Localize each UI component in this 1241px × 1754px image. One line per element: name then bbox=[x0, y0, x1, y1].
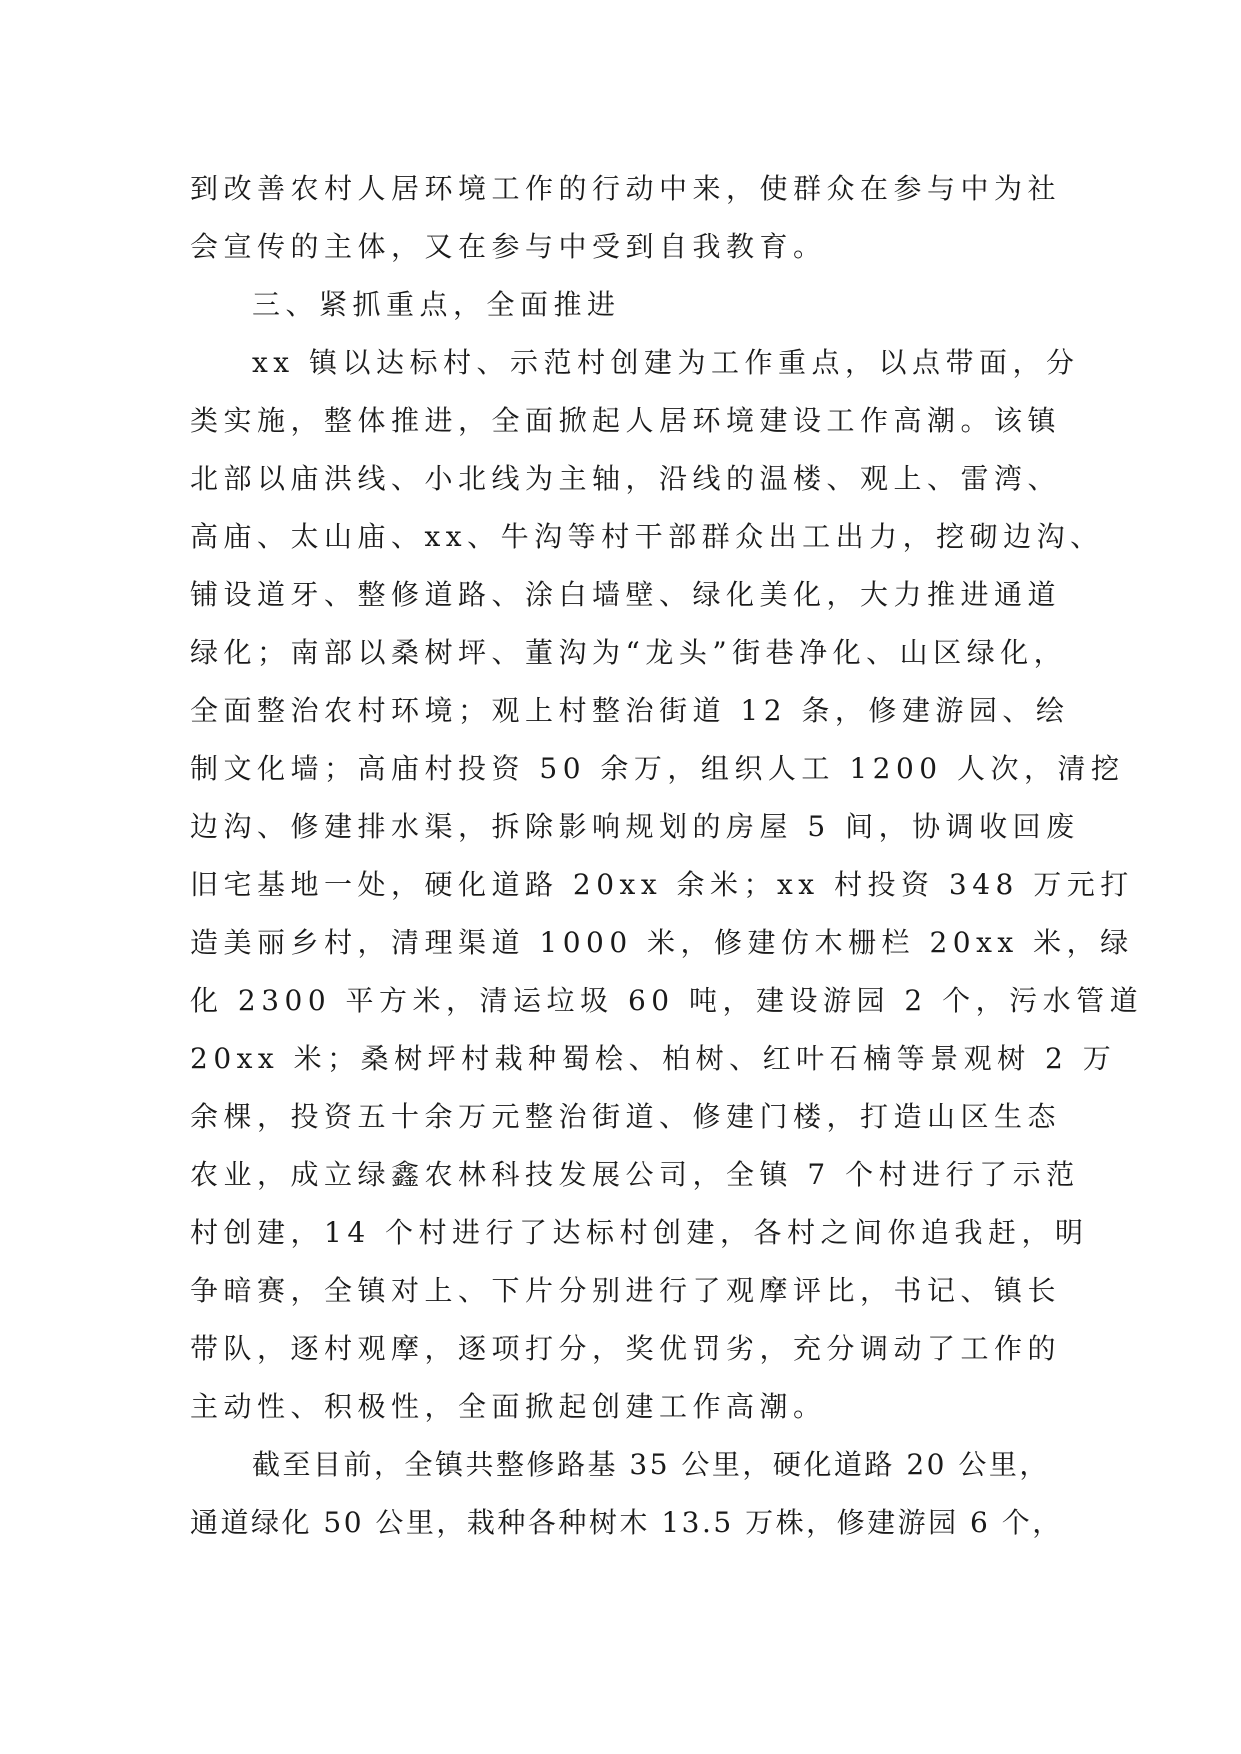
text-line: 主动性、积极性，全面掀起创建工作高潮。 bbox=[190, 1390, 827, 1423]
text-line: 带队，逐村观摩，逐项打分，奖优罚劣，充分调动了工作的 bbox=[190, 1332, 1062, 1365]
text-line: 会宣传的主体，又在参与中受到自我教育。 bbox=[190, 230, 827, 263]
text-line: 村创建，14 个村进行了达标村创建，各村之间你追我赶，明 bbox=[190, 1216, 1089, 1249]
text-line: xx 镇以达标村、示范村创建为工作重点，以点带面，分 bbox=[252, 346, 1080, 379]
text-line: 余棵，投资五十余万元整治街道、修建门楼，打造山区生态 bbox=[190, 1100, 1062, 1133]
text-line: 争暗赛，全镇对上、下片分别进行了观摩评比，书记、镇长 bbox=[190, 1274, 1062, 1307]
text-line: 化 2300 平方米，清运垃圾 60 吨，建设游园 2 个，污水管道 bbox=[190, 984, 1144, 1017]
text-line: 旧宅基地一处，硬化道路 20xx 余米；xx 村投资 348 万元打 bbox=[190, 868, 1134, 901]
document-body bbox=[190, 160, 1144, 1552]
text-line: 边沟、修建排水渠，拆除影响规划的房屋 5 间，协调收回废 bbox=[190, 810, 1080, 843]
text-line: 全面整治农村环境；观上村整治街道 12 条，修建游园、绘 bbox=[190, 694, 1070, 727]
text-line: 北部以庙洪线、小北线为主轴，沿线的温楼、观上、雷湾、 bbox=[190, 462, 1062, 495]
text-line: 造美丽乡村，清理渠道 1000 米，修建仿木栅栏 20xx 米，绿 bbox=[190, 926, 1134, 959]
text-line: 类实施，整体推进，全面掀起人居环境建设工作高潮。该镇 bbox=[190, 404, 1062, 437]
text-line: 制文化墙；高庙村投资 50 余万，组织人工 1200 人次，清挖 bbox=[190, 752, 1125, 785]
text-line: 到改善农村人居环境工作的行动中来，使群众在参与中为社 bbox=[190, 172, 1062, 205]
text-line: 20xx 米；桑树坪村栽种蜀桧、柏树、红叶石楠等景观树 2 万 bbox=[190, 1042, 1117, 1075]
text-line: 通道绿化 50 公里，栽种各种树木 13.5 万株，修建游园 6 个， bbox=[190, 1506, 1063, 1539]
text-line: 农业，成立绿鑫农林科技发展公司，全镇 7 个村进行了示范 bbox=[190, 1158, 1080, 1191]
text-line: 截至目前，全镇共整修路基 35 公里，硬化道路 20 公里， bbox=[252, 1448, 1050, 1481]
text-line: 高庙、太山庙、xx、牛沟等村干部群众出工出力，挖砌边沟、 bbox=[190, 520, 1104, 553]
section-heading: 三、紧抓重点，全面推进 bbox=[252, 288, 621, 321]
text-line: 铺设道牙、整修道路、涂白墙壁、绿化美化，大力推进通道 bbox=[190, 578, 1062, 611]
text-line: 绿化；南部以桑树坪、董沟为“龙头”街巷净化、山区绿化， bbox=[190, 636, 1068, 669]
